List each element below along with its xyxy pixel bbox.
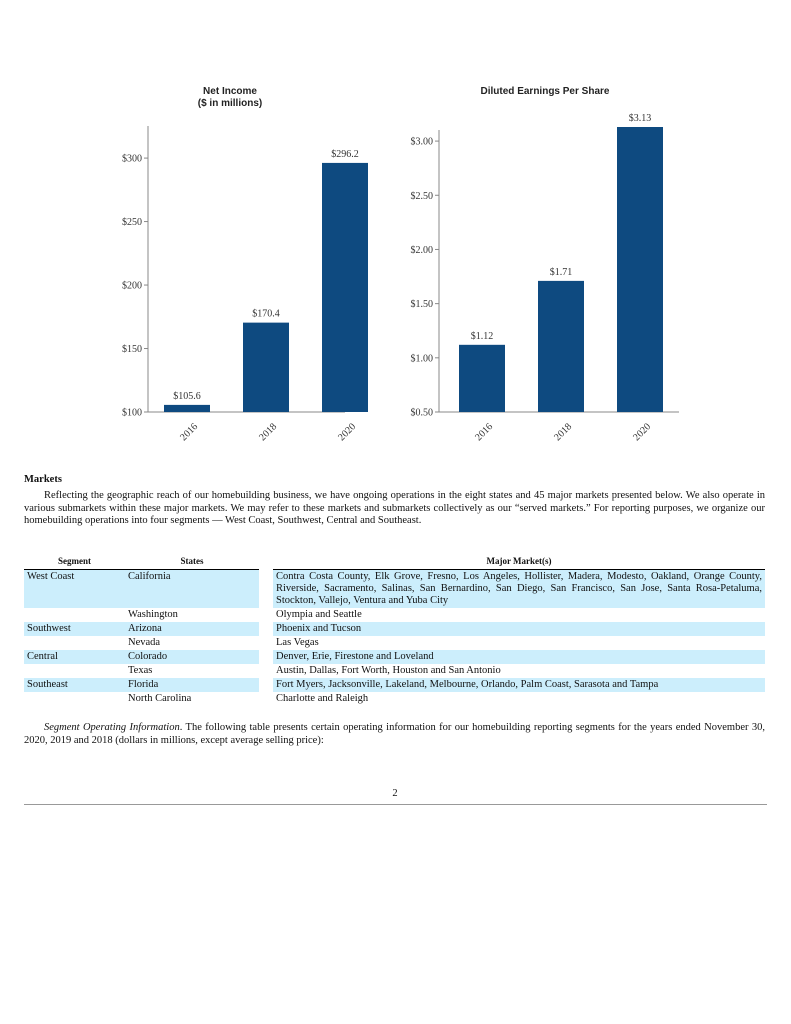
gap-cell bbox=[259, 608, 273, 622]
gap-cell bbox=[259, 692, 273, 706]
state-cell: California bbox=[125, 570, 259, 609]
gap-cell bbox=[259, 570, 273, 609]
markets-cell: Austin, Dallas, Fort Worth, Houston and San Antonio bbox=[276, 665, 501, 676]
data-label: $1.71 bbox=[549, 266, 573, 278]
x-tick-label: 2016 bbox=[473, 421, 496, 444]
y-tick-label: $150 bbox=[122, 344, 142, 356]
header-states: States bbox=[125, 553, 259, 570]
bar-2018 bbox=[538, 281, 584, 412]
state-cell: Nevada bbox=[128, 637, 161, 648]
bar-2018 bbox=[243, 323, 289, 412]
net-income-title: Net Income bbox=[203, 86, 257, 97]
state-cell: Washington bbox=[128, 609, 178, 620]
net-income-chart-svg bbox=[90, 86, 390, 466]
table-row bbox=[24, 650, 765, 664]
markets-cell: Phoenix and Tucson bbox=[273, 622, 765, 636]
state-cell: North Carolina bbox=[128, 693, 192, 704]
segment-info-title: Segment Operating Information bbox=[44, 722, 180, 733]
data-label: $170.4 bbox=[252, 308, 280, 320]
bar-2016 bbox=[164, 405, 210, 412]
header-markets: Major Market(s) bbox=[273, 553, 765, 570]
table-header-row bbox=[24, 553, 765, 570]
x-tick-label: 2016 bbox=[178, 421, 201, 444]
data-label: $105.6 bbox=[173, 390, 201, 402]
segment-cell: West Coast bbox=[24, 570, 125, 609]
header-segment: Segment bbox=[24, 553, 125, 570]
y-tick-label: $100 bbox=[122, 407, 142, 419]
segment-cell bbox=[24, 692, 125, 706]
state-cell: Texas bbox=[128, 665, 153, 676]
x-tick-label: 2020 bbox=[631, 421, 654, 444]
x-tick-label: 2020 bbox=[336, 421, 359, 444]
table-row bbox=[24, 678, 765, 692]
segment-cell bbox=[24, 636, 125, 650]
gap-cell bbox=[259, 636, 273, 650]
y-tick-label: $200 bbox=[122, 280, 142, 292]
table-row bbox=[24, 608, 765, 622]
state-cell: Colorado bbox=[125, 650, 259, 664]
state-cell: Florida bbox=[125, 678, 259, 692]
eps-title: Diluted Earnings Per Share bbox=[480, 86, 610, 97]
table-row bbox=[24, 622, 765, 636]
y-tick-label: $2.50 bbox=[410, 190, 433, 202]
y-tick-label: $300 bbox=[122, 153, 142, 165]
bar-2020 bbox=[617, 127, 663, 412]
page-number: 2 bbox=[392, 788, 398, 799]
state-cell: Arizona bbox=[125, 622, 259, 636]
segment-info-period: . bbox=[179, 722, 183, 733]
x-tick-label: 2018 bbox=[552, 421, 575, 444]
segment-cell bbox=[24, 608, 125, 622]
markets-cell: Charlotte and Raleigh bbox=[276, 693, 369, 704]
segment-cell: Southeast bbox=[24, 678, 125, 692]
x-tick-label: 2018 bbox=[257, 421, 280, 444]
bar-2020 bbox=[322, 163, 368, 412]
y-tick-label: $2.00 bbox=[410, 244, 433, 256]
data-label: $3.13 bbox=[628, 113, 652, 124]
markets-cell: Contra Costa County, Elk Grove, Fresno, Los Angeles, Hollister, Madera, Modesto, Oakland, Orange County, Riverside, Sacramento, Salinas, San Bernardino, San Diego, San Francisco, San Jose, Santa Rosa-Petaluma, Stockton, Vallejo, Ventura and Yuba City bbox=[273, 570, 765, 609]
data-label: $1.12 bbox=[470, 330, 494, 342]
gap-cell bbox=[259, 650, 273, 664]
segment-cell bbox=[24, 664, 125, 678]
net-income-subtitle: ($ in millions) bbox=[197, 98, 263, 109]
markets-cell: Las Vegas bbox=[276, 637, 319, 648]
markets-cell: Olympia and Seattle bbox=[276, 609, 362, 620]
markets-cell: Fort Myers, Jacksonville, Lakeland, Melbourne, Orlando, Palm Coast, Sarasota and Tampa bbox=[273, 678, 765, 692]
header-gap bbox=[259, 553, 273, 570]
markets-cell: Denver, Erie, Firestone and Loveland bbox=[273, 650, 765, 664]
bar-2016 bbox=[459, 345, 505, 412]
eps-chart-title bbox=[460, 86, 630, 98]
y-tick-label: $1.50 bbox=[410, 299, 433, 311]
segment-info-text: The following table presents certain operating information for our homebuilding reporting segments for the years ended November 30, 2020, 2019 and 2018 (dollars in millions, except average selling price): bbox=[24, 722, 766, 746]
segment-cell: Southwest bbox=[24, 622, 125, 636]
gap-cell bbox=[259, 622, 273, 636]
footer-rule bbox=[24, 804, 767, 805]
data-label: $296.2 bbox=[331, 148, 359, 160]
markets-heading: Markets bbox=[24, 474, 62, 485]
segment-cell: Central bbox=[24, 650, 125, 664]
table-row bbox=[24, 692, 765, 706]
y-tick-label: $1.00 bbox=[410, 353, 433, 365]
segment-info-paragraph bbox=[24, 722, 765, 747]
markets-table-body bbox=[24, 570, 765, 707]
table-row bbox=[24, 636, 765, 650]
y-tick-label: $0.50 bbox=[410, 407, 433, 419]
table-row bbox=[24, 570, 765, 609]
markets-paragraph: Reflecting the geographic reach of our homebuilding business, we have ongoing operations in the eight states and 45 major markets presented below. We also operate in various submarkets within these major markets. We may refer to these markets and submarkets collectively as our “served markets.” For reporting purposes, we organize our homebuilding operations into four segments — West Coast, Southwest, Central and Southeast. bbox=[24, 490, 765, 526]
gap-cell bbox=[259, 664, 273, 678]
y-tick-label: $250 bbox=[122, 217, 142, 229]
eps-chart bbox=[385, 110, 695, 470]
eps-chart-svg bbox=[385, 110, 695, 470]
y-tick-label: $3.00 bbox=[410, 136, 433, 148]
net-income-chart bbox=[90, 86, 390, 466]
table-row bbox=[24, 664, 765, 678]
markets-table bbox=[24, 553, 765, 706]
gap-cell bbox=[259, 678, 273, 692]
